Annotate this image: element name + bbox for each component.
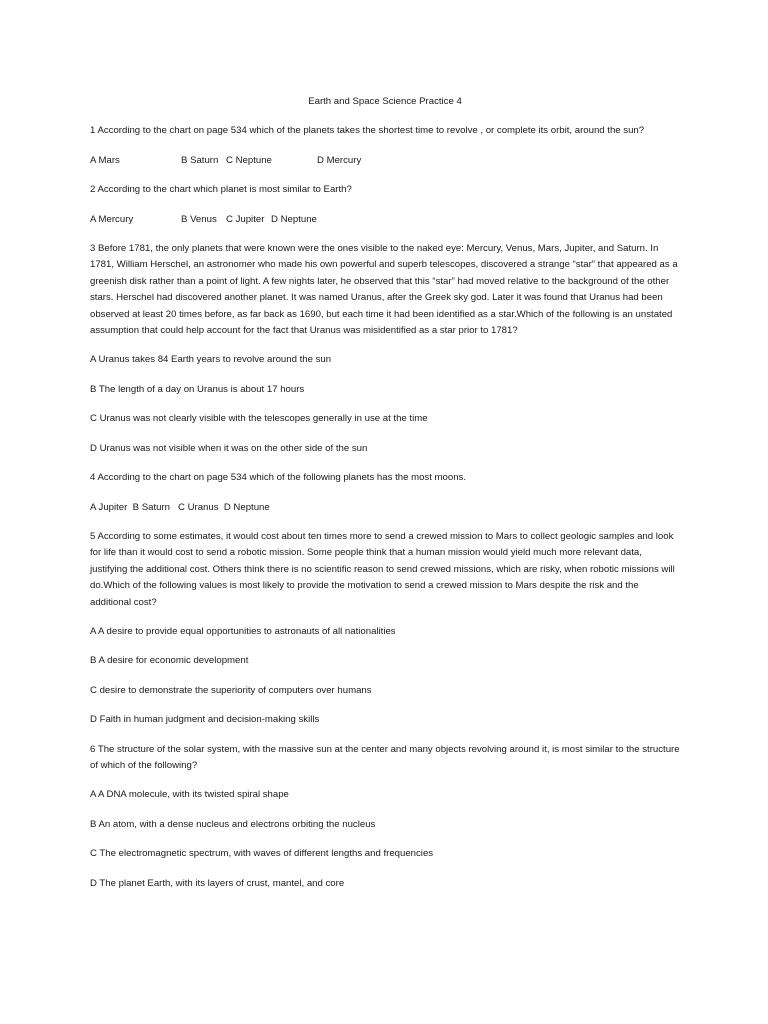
question-6-text: 6 The structure of the solar system, with the massive sun at the center and many objects revolving around it, is most similar to the structure of which of the following?: [90, 743, 680, 771]
question-2-choice-a: A Mercury: [90, 213, 134, 225]
question-3-choice-a: A Uranus takes 84 Earth years to revolve around the sun: [90, 354, 332, 366]
question-1-choice-b: B Saturn: [181, 154, 219, 166]
question-1-choice-d: D Mercury: [317, 154, 362, 166]
question-6-choice-c: C The electromagnetic spectrum, with waves of different lengths and frequencies: [90, 848, 434, 860]
question-6-choice-a: A A DNA molecule, with its twisted spiral shape: [90, 789, 289, 801]
question-2-choice-d: D Neptune: [271, 213, 317, 225]
document-content: [90, 94, 680, 905]
question-4-choices: A Jupiter B Saturn C Uranus D Neptune: [90, 501, 270, 513]
question-1-choice-a: A Mars: [90, 154, 120, 166]
question-1-text: 1 According to the chart on page 534 which of the planets takes the shortest time to revolve , or complete its orbit, around the sun?: [90, 125, 645, 137]
question-5-text: 5 According to some estimates, it would cost about ten times more to send a crewed mission to Mars to collect geologic samples and look for life than it would cost to send a robotic mission. Some people think that a human mission would yield much more relevant data, justifying the additional cost. Others think there is no scientific reason to send crewed missions, which are risky, when robotic missions will do.Which of the following values is most likely to provide the motivation to send a crewed mission to Mars despite the risk and the additional cost?: [90, 530, 675, 608]
question-3-choice-d: D Uranus was not visible when it was on the other side of the sun: [90, 442, 368, 454]
question-6-choice-b: B An atom, with a dense nucleus and electrons orbiting the nucleus: [90, 818, 376, 830]
question-2-choices: [90, 212, 680, 228]
document-title: Earth and Space Science Practice 4: [308, 96, 462, 107]
question-1-choices: [90, 153, 680, 169]
question-3-text: 3 Before 1781, the only planets that were known were the ones visible to the naked eye: Mercury, Venus, Mars, Jupiter, and Saturn. In 1781, William Herschel, an astronomer who made his own powerful and superb telescopes, discovered a strange “star” that appeared as a greenish disk rather than a point of light. A few nights later, he observed that this “star” had moved relative to the background of the other stars. Herschel had discovered another planet. It was named Uranus, after the Greek sky god. Later it was found that Uranus had been observed at least 20 times before, as far back as 1690, but each time it had been identified as a star.Which of the following is an unstated assumption that could help account for the fact that Uranus was misidentified as a star prior to 1781?: [90, 243, 678, 337]
question-5-choice-b: B A desire for economic development: [90, 655, 249, 667]
question-1-choice-c: C Neptune: [226, 154, 272, 166]
question-2-choice-c: C Jupiter: [226, 213, 265, 225]
question-3-choice-b: B The length of a day on Uranus is about 17 hours: [90, 383, 305, 395]
question-2-choice-b: B Venus: [181, 213, 217, 225]
question-5-choice-c: C desire to demonstrate the superiority of computers over humans: [90, 684, 372, 696]
question-5-choice-a: A A desire to provide equal opportunities to astronauts of all nationalities: [90, 625, 396, 637]
question-6-choice-d: D The planet Earth, with its layers of crust, mantel, and core: [90, 877, 345, 889]
question-4-text: 4 According to the chart on page 534 which of the following planets has the most moons.: [90, 472, 466, 484]
question-2-text: 2 According to the chart which planet is most similar to Earth?: [90, 184, 352, 196]
question-3-choice-c: C Uranus was not clearly visible with the telescopes generally in use at the time: [90, 413, 428, 425]
question-5-choice-d: D Faith in human judgment and decision-making skills: [90, 714, 320, 726]
